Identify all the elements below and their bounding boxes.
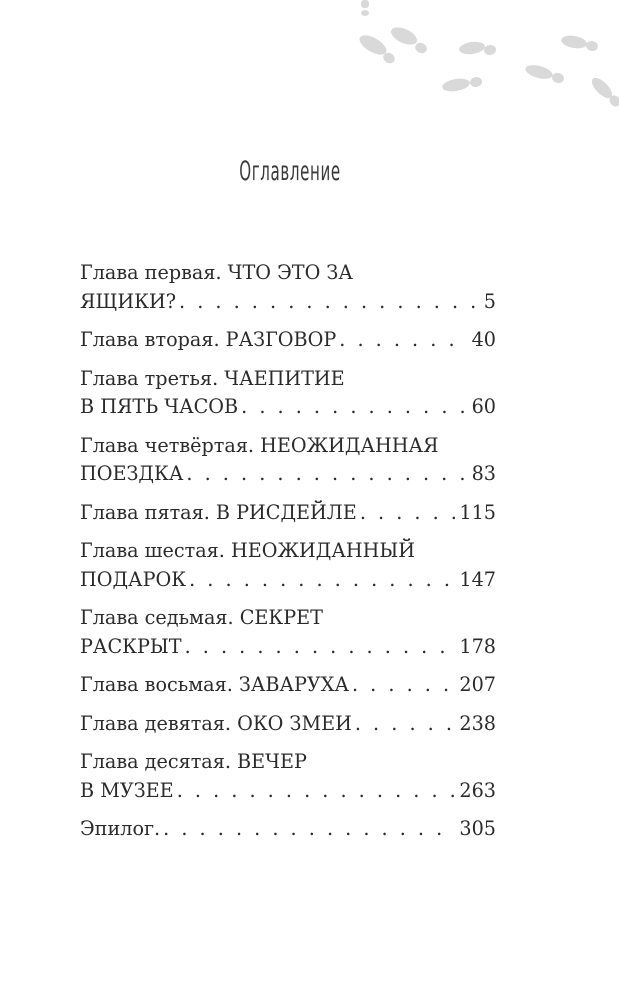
dot-leader — [185, 633, 456, 662]
dot-leader — [339, 326, 467, 355]
table-of-contents — [80, 259, 496, 854]
chapter-title: Глава восьмая. ЗАВАРУХА — [80, 673, 349, 697]
dot-leader — [179, 288, 480, 317]
dot-leader — [186, 460, 467, 489]
chapter-title: Глава первая. ЧТО ЭТО ЗА — [80, 261, 353, 284]
toc-entry[interactable] — [80, 259, 496, 316]
dot-leader — [352, 671, 455, 700]
chapter-title: Эпилог. — [80, 817, 161, 841]
toc-entry[interactable] — [80, 710, 496, 739]
dot-leader — [241, 393, 467, 422]
chapter-title: Глава четвёртая. НЕОЖИДАННАЯ — [80, 433, 439, 457]
page-number: 147 — [459, 567, 496, 591]
chapter-title: В ПЯТЬ ЧАСОВ — [80, 395, 239, 419]
dot-leader — [163, 815, 455, 844]
chapter-title: Глава седьмая. СЕКРЕТ — [80, 606, 323, 630]
page-number: 238 — [459, 711, 496, 735]
chapter-title: ЯЩИКИ? — [80, 289, 176, 313]
toc-entry[interactable] — [80, 604, 496, 661]
chapter-title: Глава вторая. РАЗГОВОР — [80, 328, 337, 352]
page-number: 263 — [459, 778, 496, 802]
toc-entry[interactable] — [80, 815, 496, 844]
chapter-title: РАСКРЫТ — [80, 634, 182, 658]
page-number: 178 — [459, 634, 496, 658]
page-number: 60 — [471, 395, 496, 419]
chapter-title: В МУЗЕЕ — [80, 778, 174, 802]
page-number: 83 — [471, 462, 496, 486]
dot-leader — [355, 710, 456, 739]
toc-entry[interactable] — [80, 537, 496, 594]
footprints-icon — [319, 0, 619, 120]
toc-entry[interactable] — [80, 671, 496, 700]
toc-entry[interactable] — [80, 748, 496, 805]
chapter-title: Глава девятая. ОКО ЗМЕИ — [80, 711, 352, 735]
toc-entry[interactable] — [80, 365, 496, 422]
dot-leader — [189, 566, 455, 595]
chapter-title: Глава шестая. НЕОЖИДАННЫЙ — [80, 539, 415, 563]
page-number: 305 — [459, 817, 496, 841]
chapter-title: ПОДАРОК — [80, 567, 187, 591]
chapter-title: Глава десятая. ВЕЧЕР — [80, 750, 307, 774]
toc-entry[interactable] — [80, 432, 496, 489]
chapter-title: Глава третья. ЧАЕПИТИЕ — [80, 366, 345, 390]
page-title: Оглавление — [239, 156, 341, 187]
chapter-title: Глава пятая. В РИСДЕЙЛЕ — [80, 500, 357, 524]
dot-leader — [360, 499, 456, 528]
dot-leader — [177, 777, 456, 806]
page-number: 115 — [459, 500, 496, 524]
page-number: 5 — [483, 289, 496, 313]
chapter-title: ПОЕЗДКА — [80, 462, 184, 486]
page-number: 40 — [471, 328, 496, 352]
toc-entry[interactable] — [80, 499, 496, 528]
toc-entry[interactable] — [80, 326, 496, 355]
page-number: 207 — [459, 673, 496, 697]
